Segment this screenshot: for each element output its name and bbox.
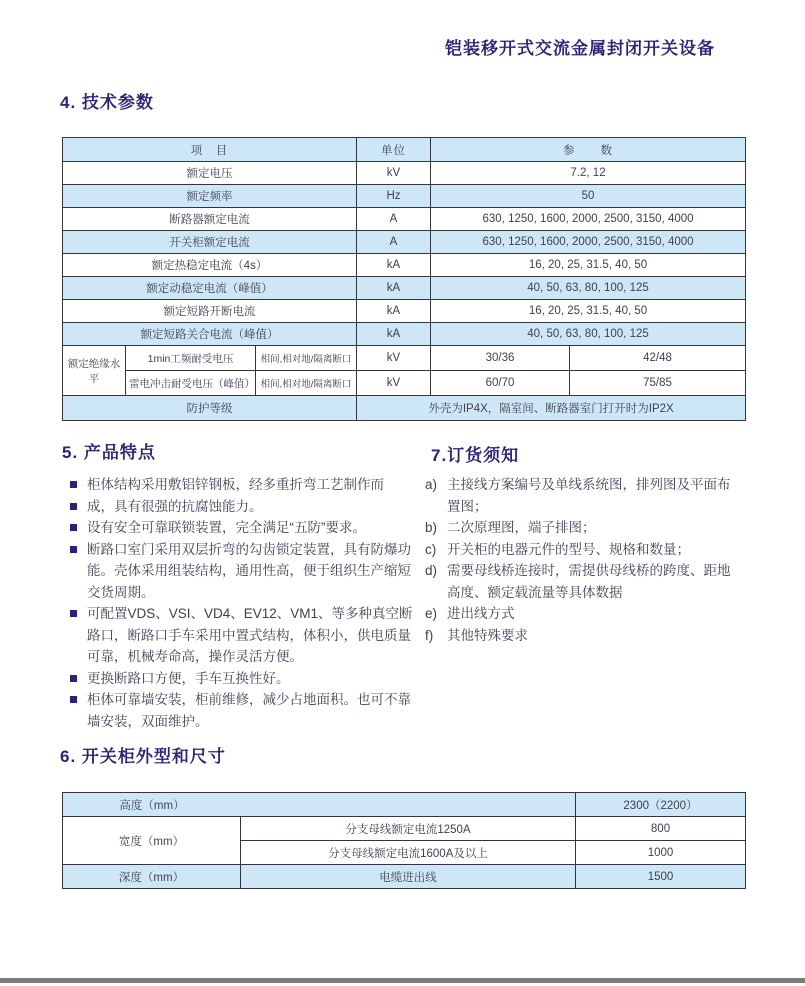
row-params: 7.2, 12 (431, 162, 746, 185)
insulation-value-1: 60/70 (431, 371, 570, 396)
insulation-scope: 相间,相对地/隔离断口 (256, 371, 357, 396)
feature-item (70, 474, 418, 496)
table-row (63, 865, 746, 889)
ordering-item-label: a) (425, 477, 438, 492)
row-params: 630, 1250, 1600, 2000, 2500, 3150, 4000 (431, 208, 746, 231)
row-unit: A (357, 231, 431, 254)
feature-text: 可配置VDS、VSI、VD4、EV12、VM1、等多种真空断路口，断路口手车采用中置式结构，体积小，供电质量可靠，机械寿命高，操作灵活方便。 (87, 606, 413, 664)
section-title-ordering: 7.订货须知 (431, 446, 520, 465)
feature-item (70, 517, 418, 539)
feature-text: 设有安全可靠联锁装置，完全满足“五防”要求。 (87, 520, 366, 535)
row-item: 额定短路开断电流 (63, 300, 357, 323)
row-unit: kV (357, 371, 431, 396)
feature-item (70, 496, 418, 518)
table-row (63, 793, 746, 817)
row-item: 额定电压 (63, 162, 357, 185)
row-params: 40, 50, 63, 80, 100, 125 (431, 323, 746, 346)
section-title-features: 5. 产品特点 (62, 443, 156, 462)
dim-width-value: 800 (576, 817, 746, 841)
row-unit: Hz (357, 185, 431, 208)
row-item: 断路器额定电流 (63, 208, 357, 231)
ordering-item-text: 主接线方案编号及单线系统图，排列图及平面布置图； (447, 477, 731, 514)
table-row (63, 817, 746, 841)
table-row (63, 162, 746, 185)
protection-row (63, 396, 746, 421)
ordering-item-text: 其他特殊要求 (447, 627, 528, 643)
ordering-item (425, 474, 743, 517)
insulation-value-2: 42/48 (570, 346, 746, 371)
row-unit: kV (357, 162, 431, 185)
ordering-item-label: e) (425, 606, 438, 621)
feature-text: 更换断路口方便，手车互换性好。 (87, 670, 290, 686)
dim-width-value: 1000 (576, 841, 746, 865)
row-unit: kV (357, 346, 431, 371)
insulation-name: 雷电冲击耐受电压（峰值） (126, 371, 256, 396)
column-header-item: 项 目 (63, 138, 357, 162)
ordering-item (425, 603, 743, 625)
ordering-item (425, 539, 743, 561)
bullet-square-icon (70, 610, 77, 617)
insulation-row (63, 346, 746, 371)
row-unit: kA (357, 254, 431, 277)
row-params: 16, 20, 25, 31.5, 40, 50 (431, 254, 746, 277)
column-header-unit: 单位 (357, 138, 431, 162)
features-list (70, 474, 418, 732)
table-row (63, 231, 746, 254)
ordering-item-text: 开关柜的电器元件的型号、规格和数量； (447, 541, 690, 557)
dim-height-label: 高度（mm） (119, 799, 185, 812)
footer-divider-bar (0, 978, 805, 983)
ordering-item-text: 二次原理图，端子排图； (447, 520, 596, 535)
protection-label: 防护等级 (63, 396, 357, 421)
feature-item (70, 668, 418, 690)
row-item: 额定动稳定电流（峰值） (63, 277, 357, 300)
table-row (63, 208, 746, 231)
table-row (63, 300, 746, 323)
dim-depth-label: 深度（mm） (63, 865, 241, 889)
ordering-item (425, 517, 743, 539)
table-row (63, 185, 746, 208)
ordering-item-label: f) (425, 627, 434, 643)
insulation-scope: 相间,相对地/隔离断口 (256, 346, 357, 371)
row-unit: kA (357, 300, 431, 323)
table-row (63, 254, 746, 277)
bullet-square-icon (70, 524, 77, 531)
row-unit: kA (357, 323, 431, 346)
ordering-item-label: d) (425, 563, 438, 578)
feature-text: 柜体结构采用敷铝锌钢板，经多重折弯工艺制作而 (87, 477, 384, 492)
ordering-item (425, 625, 743, 647)
page-header-title: 铠装移开式交流金属封闭开关设备 (445, 39, 715, 58)
section-title-dimensions: 6. 开关柜外型和尺寸 (60, 747, 226, 766)
row-unit: kA (357, 277, 431, 300)
ordering-item (425, 560, 743, 603)
row-params: 40, 50, 63, 80, 100, 125 (431, 277, 746, 300)
tech-params-table (62, 137, 746, 421)
feature-text: 成，具有很强的抗腐蚀能力。 (87, 498, 263, 514)
ordering-item-text: 需要母线桥连接时，需提供母线桥的跨度、距地高度、额定载流量等具体数据 (447, 563, 731, 600)
ordering-item-text: 进出线方式 (447, 606, 515, 621)
column-header-params: 参 数 (431, 138, 746, 162)
section-title-tech-params: 4. 技术参数 (60, 93, 154, 112)
table-header-row (63, 138, 746, 162)
table-row (63, 277, 746, 300)
feature-item (70, 539, 418, 604)
feature-text: 柜体可靠墙安装，柜前维修，减少占地面积。也可不靠墙安装，双面维护。 (87, 692, 411, 729)
bullet-square-icon (70, 546, 77, 553)
insulation-row (63, 371, 746, 396)
feature-text: 断路口室门采用双层折弯的勾齿锁定装置，具有防爆功能。壳体采用组装结构，通用性高，便于组织生产缩短交货周期。 (87, 541, 411, 600)
feature-item (70, 603, 418, 668)
row-item: 额定短路关合电流（峰值） (63, 323, 357, 346)
ordering-list (425, 474, 743, 646)
row-params: 630, 1250, 1600, 2000, 2500, 3150, 4000 (431, 231, 746, 254)
dim-width-group-label: 宽度（mm） (63, 817, 241, 865)
table-row (63, 323, 746, 346)
row-unit: A (357, 208, 431, 231)
dim-depth-value: 1500 (576, 865, 746, 889)
insulation-name: 1min工频耐受电压 (126, 346, 256, 371)
feature-item (70, 689, 418, 732)
insulation-value-1: 30/36 (431, 346, 570, 371)
ordering-item-label: c) (425, 541, 437, 557)
bullet-square-icon (70, 675, 77, 682)
row-params: 50 (431, 185, 746, 208)
dimensions-table (62, 792, 746, 889)
dim-height-label-cell (63, 793, 576, 817)
row-item: 开关柜额定电流 (63, 231, 357, 254)
row-item: 额定热稳定电流（4s） (63, 254, 357, 277)
protection-value: 外壳为IP4X，隔室间、断路器室门打开时为IP2X (357, 396, 746, 421)
row-item: 额定频率 (63, 185, 357, 208)
ordering-item-label: b) (425, 520, 438, 535)
insulation-value-2: 75/85 (570, 371, 746, 396)
bullet-square-icon (70, 503, 77, 510)
dim-height-value: 2300（2200） (576, 793, 746, 817)
dim-width-desc: 分支母线额定电流1600A及以上 (241, 841, 576, 865)
bullet-square-icon (70, 481, 77, 488)
dim-depth-desc: 电缆进出线 (241, 865, 576, 889)
row-params: 16, 20, 25, 31.5, 40, 50 (431, 300, 746, 323)
insulation-group-label: 额定绝缘水平 (63, 346, 126, 396)
bullet-square-icon (70, 696, 77, 703)
dim-width-desc: 分支母线额定电流1250A (241, 817, 576, 841)
